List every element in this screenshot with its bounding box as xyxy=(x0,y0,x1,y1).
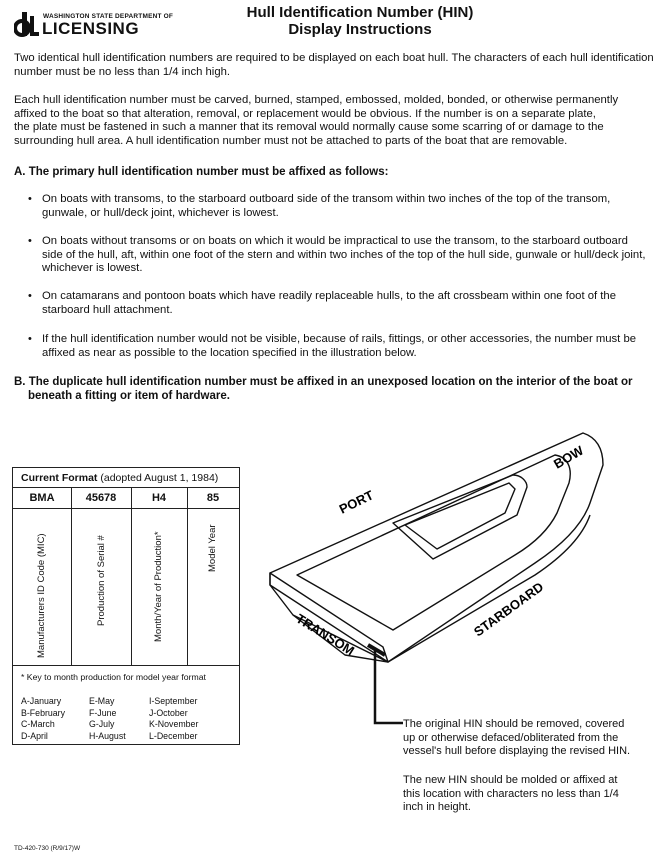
format-table-header xyxy=(13,468,239,488)
boat-diagram xyxy=(265,425,660,725)
intro-p2-line: Each hull identification number must be carved, burned, stamped, embossed, molded, bonded, or otherwise permanently xyxy=(14,94,619,106)
callout-line: inch in height. xyxy=(403,801,471,813)
format-title: Current Format xyxy=(21,472,98,484)
format-subtitle: (adopted August 1, 1984) xyxy=(100,472,219,484)
intro-p2-line: the plate must be fastened in such a manner that its removal would normally cause some scarring of or damage to the xyxy=(14,121,604,133)
callout-line: The original HIN should be removed, covered xyxy=(403,718,625,730)
section-b-heading xyxy=(14,375,654,403)
month-code: B-February xyxy=(21,707,65,718)
callout-line: this location with characters no less than 1/4 xyxy=(403,787,619,800)
section-a-bullet-3: On catamarans and pontoon boats which have readily replaceable hulls, to the aft crossbeam within one foot of the starboard hull attachment. xyxy=(42,290,616,316)
code-mic: BMA xyxy=(29,492,55,504)
code-model-year: 85 xyxy=(206,492,220,504)
column-divider xyxy=(71,488,72,665)
section-a-heading: A. The primary hull identification number must be affixed as follows: xyxy=(14,166,389,178)
bullet-icon: • xyxy=(28,235,32,247)
form-number: TD-420-730 (R/9/17)W xyxy=(14,845,81,852)
page-title xyxy=(180,4,540,38)
label-production: Month/Year of Production* xyxy=(153,531,164,642)
format-codes-row xyxy=(13,488,239,509)
month-key-column-3 xyxy=(149,696,198,743)
callout-line: The new HIN should be molded or affixed at xyxy=(403,774,618,786)
month-code: F-June xyxy=(89,707,117,718)
section-a-bullet-4: If the hull identification number would not be visible, because of rails, fittings, or other accessories, the number must be affixed as near as possible to the location specified in the illustration below. xyxy=(42,333,637,359)
code-production: H4 xyxy=(151,492,167,504)
callout-new-hin xyxy=(403,774,653,815)
section-a-bullet-1: On boats with transoms, to the starboard outboard side of the transom within two inches of the top of the transom, gunwale, or hull/deck joint, whichever is lowest. xyxy=(42,193,611,219)
agency-name-top: WASHINGTON STATE DEPARTMENT OF xyxy=(43,13,174,20)
intro-p2-line: surrounding hull area. A hull identification number must not be attached to parts of the boat that are removable. xyxy=(14,134,568,147)
intro-paragraph-1: Two identical hull identification numbers are required to be displayed on each boat hull. The characters of each hull identification number must be no less than 1/4 inch high. xyxy=(14,52,654,78)
month-code: I-September xyxy=(149,696,198,706)
callout-original-hin xyxy=(403,718,653,759)
label-serial: Production of Serial # xyxy=(96,535,107,626)
format-table-divider xyxy=(13,665,239,666)
label-mic: Manufacturers ID Code (MIC) xyxy=(36,533,47,658)
title-line-2: Display Instructions xyxy=(288,21,432,38)
month-key-column-2 xyxy=(89,696,126,743)
month-key-column-1 xyxy=(21,696,65,743)
boat-hull-side xyxy=(388,515,590,662)
label-bow: BOW xyxy=(551,442,587,472)
dol-logo-icon xyxy=(14,12,40,38)
bullet-icon: • xyxy=(28,193,32,205)
callout-line: up or otherwise defaced/obliterated from the xyxy=(403,731,619,744)
intro-p2-line: affixed to the boat so that alteration, removal, or replacement would be obvious. If the number is on a separate plate, xyxy=(14,107,596,120)
dol-logo xyxy=(14,10,174,40)
callout-line: vessel's hull before displaying the revised HIN. xyxy=(403,745,631,757)
month-code: H-August xyxy=(89,731,126,742)
month-code: K-November xyxy=(149,719,199,730)
month-code: A-January xyxy=(21,696,62,706)
label-starboard: STARBOARD xyxy=(470,579,547,640)
label-model-year: Model Year xyxy=(207,524,218,572)
code-serial: 45678 xyxy=(85,492,117,504)
intro-paragraph-2 xyxy=(14,94,654,148)
month-code: L-December xyxy=(149,731,198,742)
bullet-icon: • xyxy=(28,290,32,302)
section-b-heading-line: beneath a fitting or item of hardware. xyxy=(28,390,230,402)
column-divider xyxy=(131,488,132,665)
label-port: PORT xyxy=(336,487,376,517)
hin-format-table xyxy=(12,467,240,745)
label-transom: TRANSOM xyxy=(293,610,358,659)
bullet-icon: • xyxy=(28,333,32,345)
month-code: C-March xyxy=(21,719,55,730)
month-code: E-May xyxy=(89,696,115,706)
title-line-1: Hull Identification Number (HIN) xyxy=(246,4,474,21)
agency-name-main: LICENSING xyxy=(42,19,140,38)
column-divider xyxy=(187,488,188,665)
month-code: J-October xyxy=(149,707,188,718)
section-b-heading-line: B. The duplicate hull identification number must be affixed in an unexposed location on the interior of the boat or xyxy=(14,376,633,388)
month-code: G-July xyxy=(89,719,115,730)
month-code: D-April xyxy=(21,731,48,742)
section-a-bullet-2: On boats without transoms or on boats on which it would be impractical to use the transom, to the starboard outboard side of the hull, aft, within one foot of the stern and within two inches of the top of the hull side, gunwale or hull/deck joint, whichever is lowest. xyxy=(42,235,646,274)
month-key-note: * Key to month production for model year format xyxy=(21,672,206,682)
